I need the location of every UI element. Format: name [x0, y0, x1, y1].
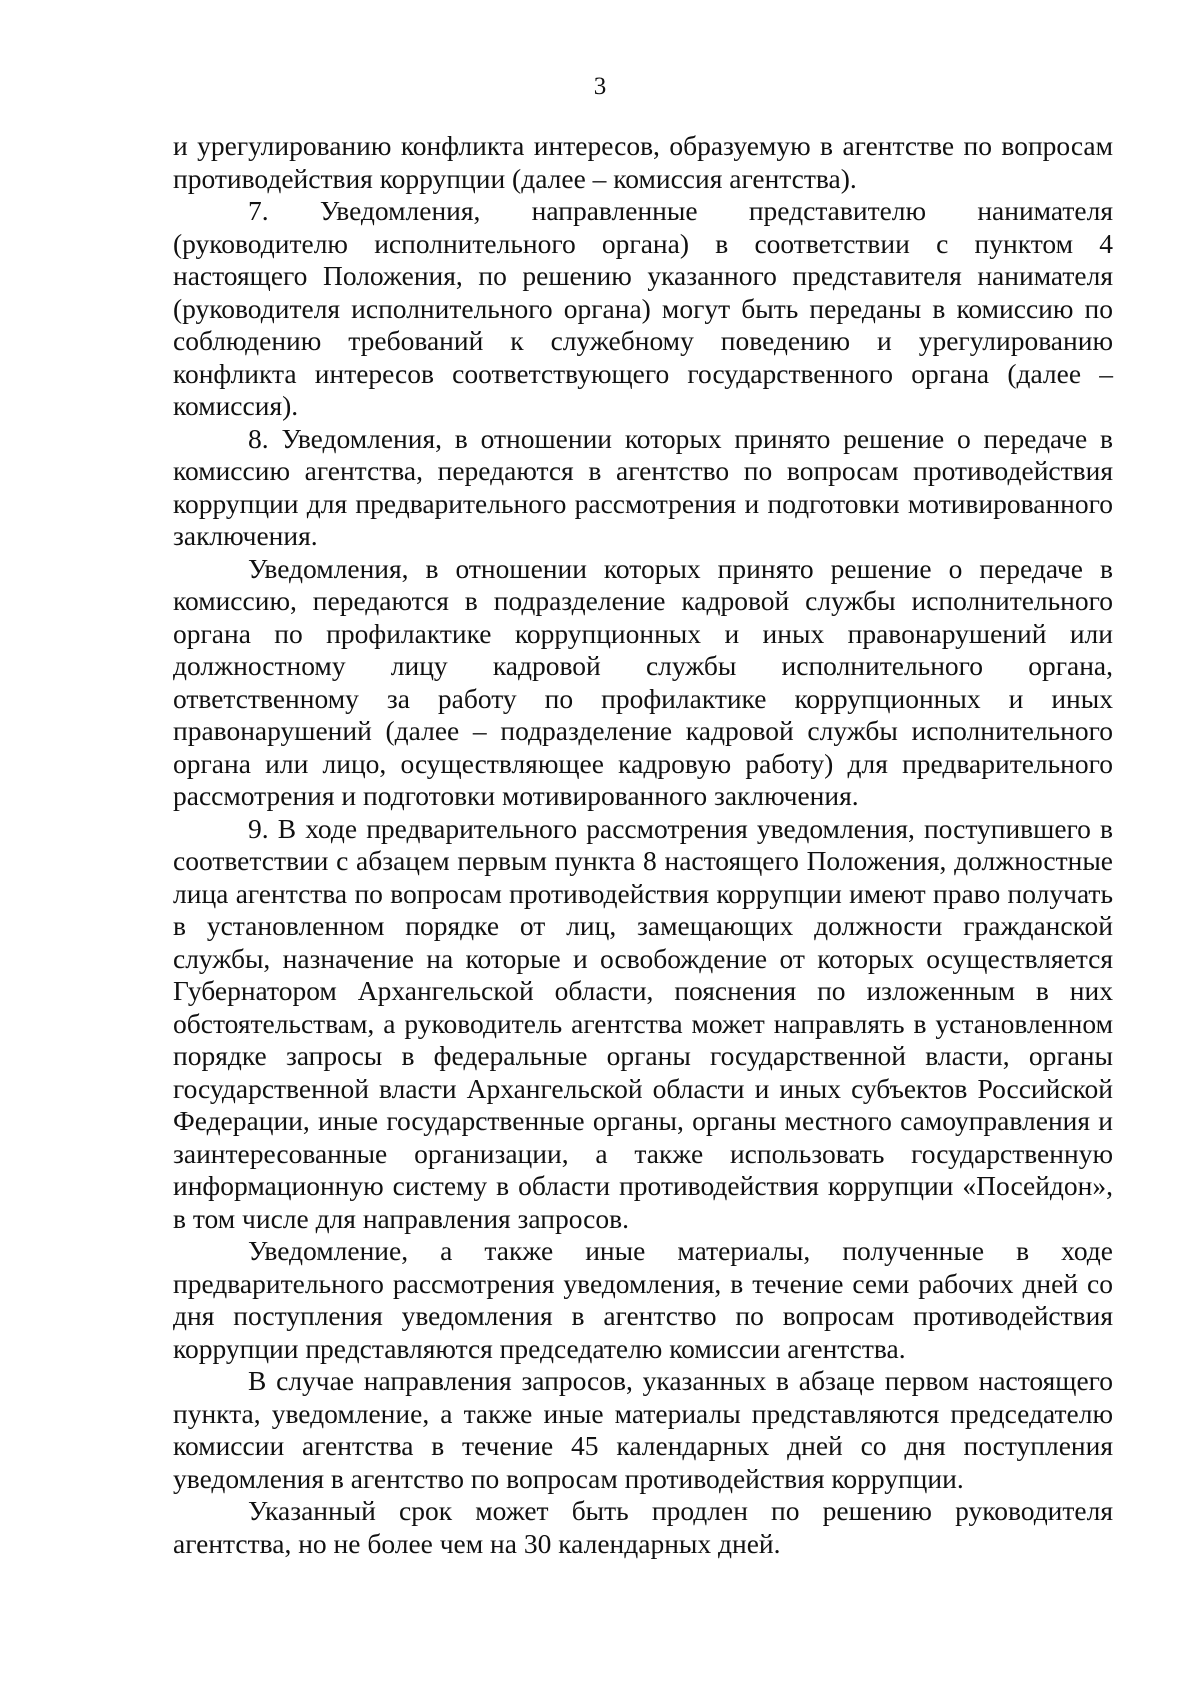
- paragraph-item-9-extension: Указанный срок может быть продлен по решению руководителя агентства, но не более чем на 30 календарных дней.: [173, 1495, 1113, 1559]
- paragraph-item-8: 8. Уведомления, в отношении которых принято решение о передаче в комиссию агентства, передаются в агентство по вопросам противодействия коррупции для предварительного рассмотрения и подготовки мотивированного заключения.: [173, 422, 1113, 551]
- paragraph-commission-definition: и урегулированию конфликта интересов, образуемую в агентстве по вопросам противодействия коррупции (далее – комиссия агентства).: [173, 130, 1113, 194]
- paragraph-item-9-requests: В случае направления запросов, указанных в абзаце первом настоящего пункта, уведомление, а также иные материалы представляются председателю комиссии агентства в течение 45 календарных дней со дня поступления уведомления в агентство по вопросам противодействия коррупции.: [173, 1365, 1113, 1494]
- paragraph-item-7: 7. Уведомления, направленные представителю нанимателя (руководителю исполнительного органа) в соответствии с пунктом 4 настоящего Положения, по решению указанного представителя нанимателя (руководителя исполнительного органа) могут быть переданы в комиссию по соблюдению требований к служебному поведению и урегулированию конфликта интересов соответствующего государственного органа (далее – комиссия).: [173, 195, 1113, 421]
- page-number: 3: [593, 73, 607, 100]
- paragraph-item-8-commission-transfer: Уведомления, в отношении которых принято решение о передаче в комиссию, передаются в подразделение кадровой службы исполнительного органа по профилактике коррупционных и иных правонарушений или должностному лицу кадровой службы исполнительного органа, ответственному за работу по профилактике коррупционных и иных правонарушений (далее – подразделение кадровой службы исполнительного органа или лицо, осуществляющее кадровую работу) для предварительного рассмотрения и подготовки мотивированного заключения.: [173, 552, 1113, 811]
- paragraph-item-9-materials: Уведомление, а также иные материалы, полученные в ходе предварительного рассмотрения уведомления, в течение семи рабочих дней со дня поступления уведомления в агентство по вопросам противодействия коррупции представляются председателю комиссии агентства.: [173, 1235, 1113, 1364]
- paragraph-item-9: 9. В ходе предварительного рассмотрения уведомления, поступившего в соответствии с абзацем первым пункта 8 настоящего Положения, должностные лица агентства по вопросам противодействия коррупции имеют право получать в установленном порядке от лиц, замещающих должности гражданской службы, назначение на которые и освобождение от которых осуществляется Губернатором Архангельской области, пояснения по изложенным в них обстоятельствам, а руководитель агентства может направлять в установленном порядке запросы в федеральные органы государственной власти, органы государственной власти Архангельской области и иных субъектов Российской Федерации, иные государственные органы, органы местного самоуправления и заинтересованные организации, а также использовать государственную информационную систему в области противодействия коррупции «Посейдон», в том числе для направления запросов.: [173, 812, 1113, 1234]
- document-body: [173, 130, 1113, 1560]
